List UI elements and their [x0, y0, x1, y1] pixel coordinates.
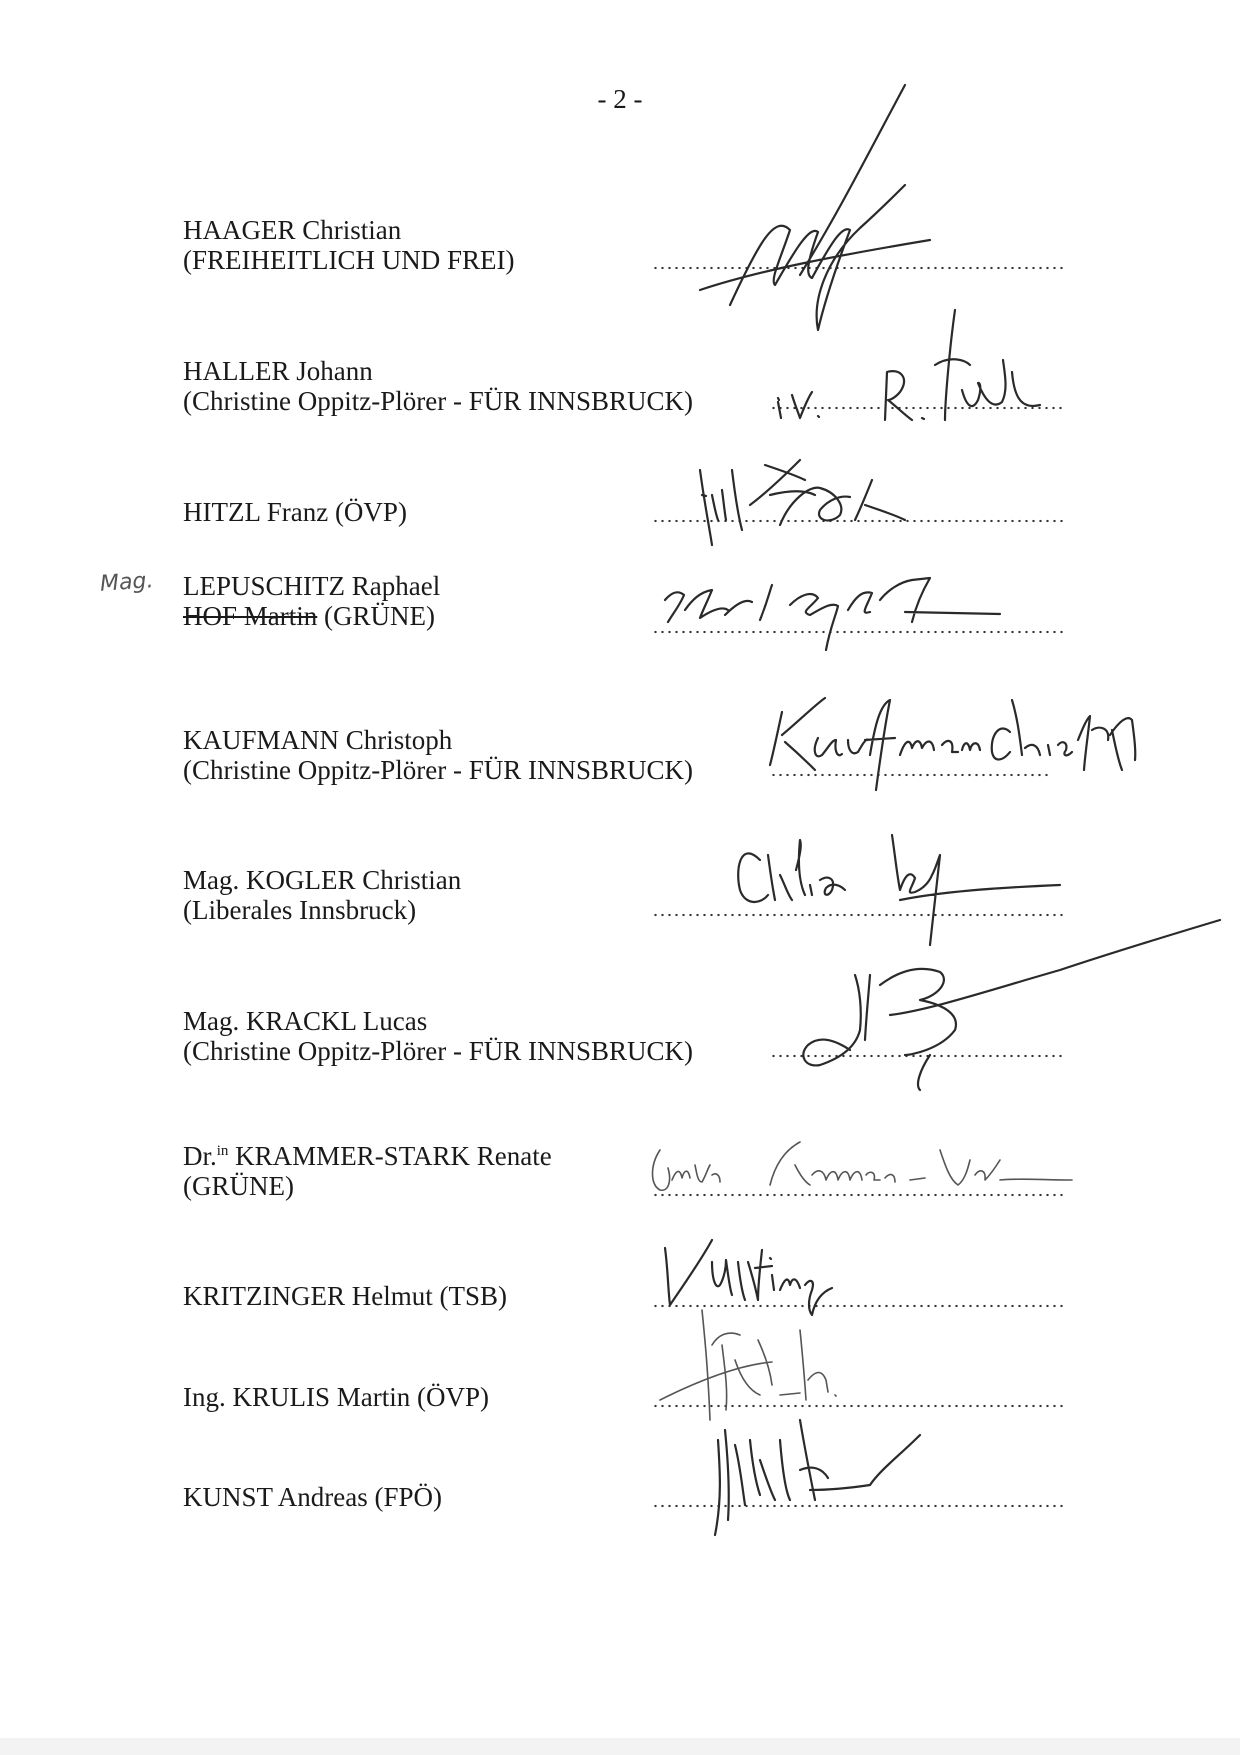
signatory-name: Ing. KRULIS Martin (ÖVP) — [183, 1382, 489, 1412]
signatory-party: (GRÜNE) — [324, 601, 435, 631]
signature-line — [652, 1193, 1064, 1197]
page-number: - 2 - — [597, 84, 643, 114]
struck-name: HOF Martin — [183, 601, 318, 631]
signature-line — [652, 913, 1064, 917]
handwritten-annotation: Mag. — [99, 568, 155, 597]
footer-band — [0, 1738, 1240, 1755]
signatory-name: Mag. KRACKL Lucas — [183, 1006, 428, 1036]
signatory-krammer-stark — [183, 1141, 1183, 1201]
signatory-name: HALLER Johann — [183, 356, 373, 386]
signature-line — [770, 773, 1050, 777]
signature-line — [652, 1304, 1064, 1308]
signatory-party: (FREIHEITLICH UND FREI) — [183, 245, 515, 275]
signature-line — [652, 266, 1064, 270]
signatory-name: LEPUSCHITZ Raphael — [183, 571, 441, 601]
signatory-party: (Christine Oppitz-Plörer - FÜR INNSBRUCK) — [183, 1036, 693, 1066]
signature-line — [770, 406, 1064, 410]
signatory-name: HAAGER Christian — [183, 215, 402, 245]
signatory-party: (GRÜNE) — [183, 1171, 294, 1201]
signatory-name: Mag. KOGLER Christian — [183, 865, 462, 895]
signatory-party: (Christine Oppitz-Plörer - FÜR INNSBRUCK) — [183, 386, 693, 416]
signature-line — [652, 1404, 1064, 1408]
signature-line — [652, 630, 1064, 634]
signatory-name: KUNST Andreas (FPÖ) — [183, 1482, 443, 1512]
signature-line — [652, 519, 1064, 523]
signatory-name: KAUFMANN Christoph — [183, 725, 453, 755]
signatory-name: HITZL Franz (ÖVP) — [183, 497, 407, 527]
signatory-name: KRITZINGER Helmut (TSB) — [183, 1281, 507, 1311]
signature-line — [770, 1054, 1064, 1058]
signature-kunst — [715, 1420, 920, 1535]
signatory-party: (Liberales Innsbruck) — [183, 895, 417, 925]
signatory-party: (Christine Oppitz-Plörer - FÜR INNSBRUCK) — [183, 755, 693, 785]
signature-haager — [700, 85, 930, 330]
signatory-name: Dr.$^{in}$ KRAMMER-STARK Renate — [183, 1141, 552, 1171]
signatory-lepuschitz — [183, 571, 1183, 631]
signature-line — [652, 1504, 1064, 1508]
